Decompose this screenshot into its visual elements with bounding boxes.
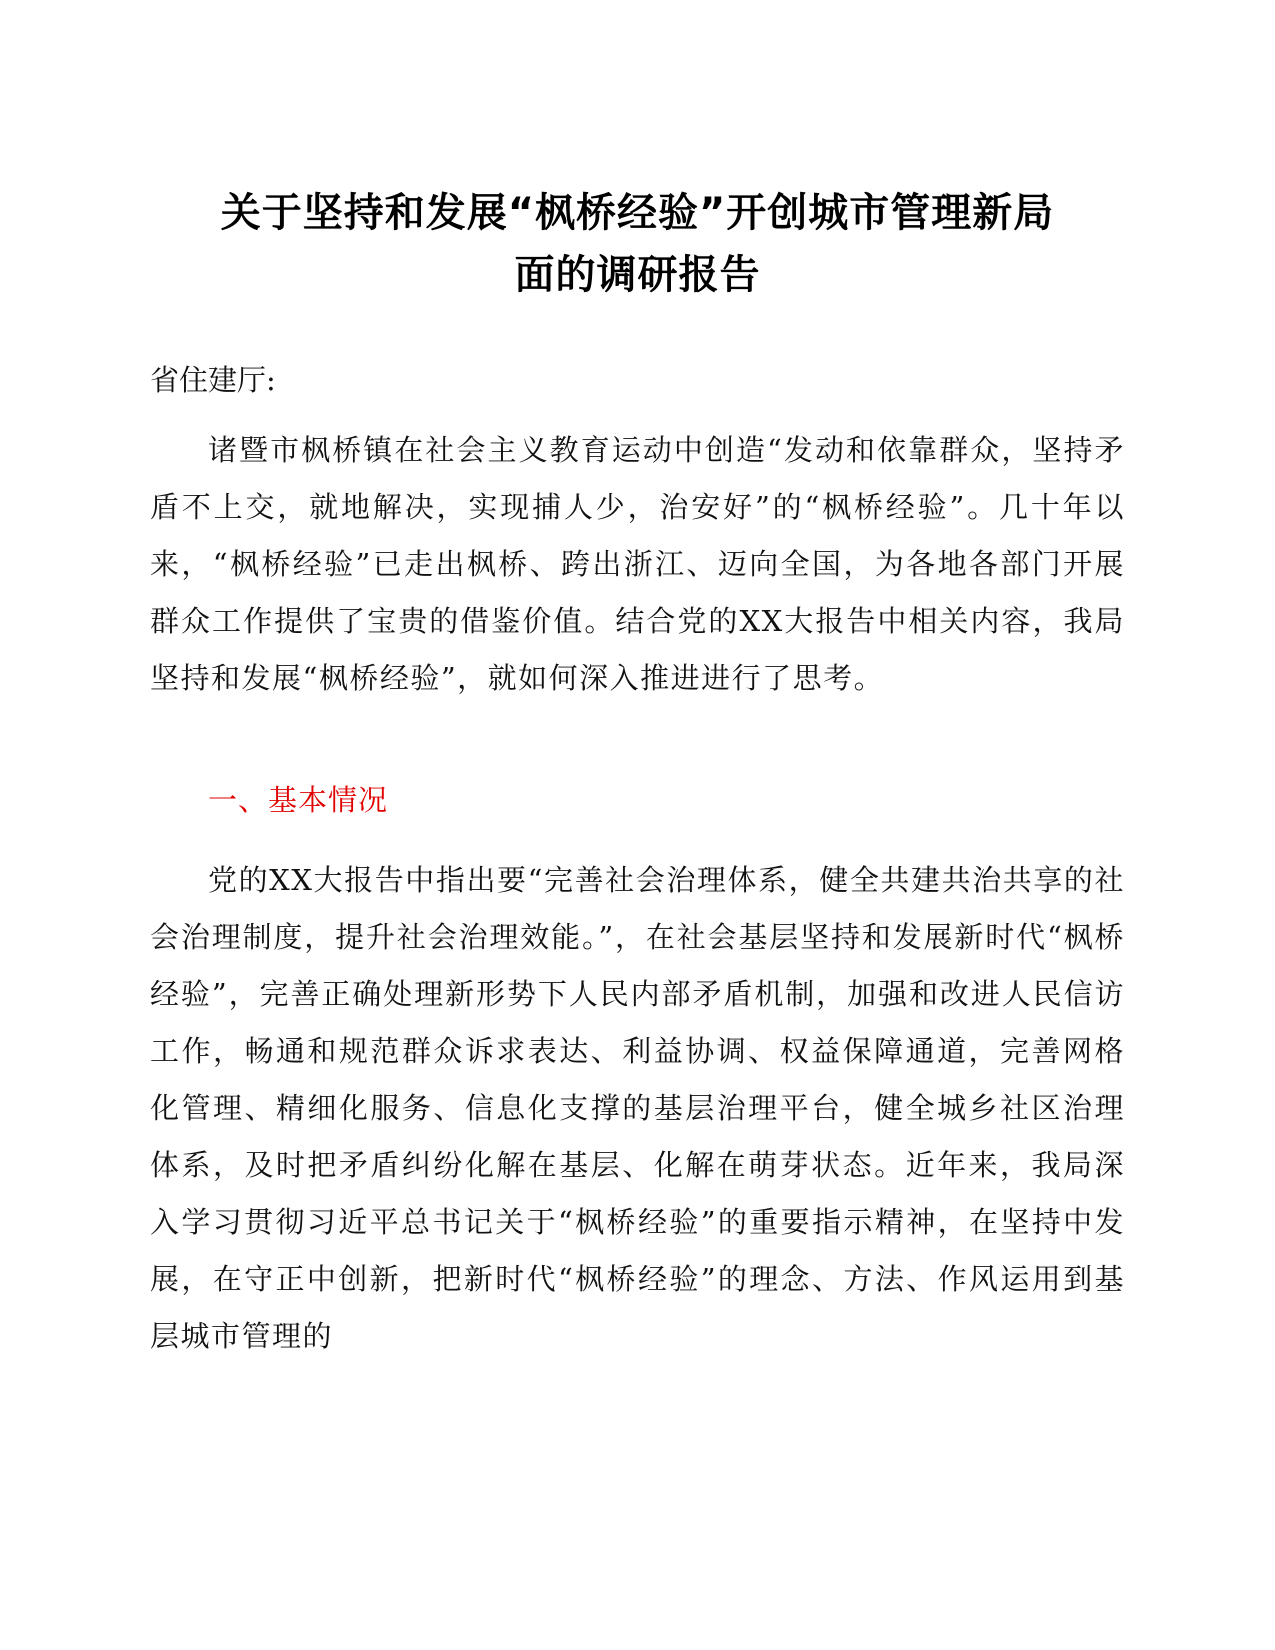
title-line-2: 面的调研报告 <box>514 252 761 298</box>
section-heading-basic-situation: 一、基本情况 <box>208 783 389 817</box>
document-title <box>150 182 1125 306</box>
paragraph-basic-situation: 党的XX大报告中指出要“完善社会治理体系，健全共建共治共享的社会治理制度，提升社会治理效能。”，在社会基层坚持和发展新时代“枫桥经验”，完善正确处理新形势下人民内部矛盾机制，加强和改进人民信访工作，畅通和规范群众诉求表达、利益协调、权益保障通道，完善网格化管理、精细化服务、信息化支撑的基层治理平台，健全城乡社区治理体系，及时把矛盾纠纷化解在基层、化解在萌芽状态。近年来，我局深入学习贯彻习近平总书记关于“枫桥经验”的重要指示精神，在坚持中发展，在守正中创新，把新时代“枫桥经验”的理念、方法、作风运用到基层城市管理的 <box>150 863 1125 1353</box>
salutation: 省住建厅: <box>150 363 276 397</box>
paragraph-intro: 诸暨市枫桥镇在社会主义教育运动中创造“发动和依靠群众，坚持矛盾不上交，就地解决，实现捕人少，治安好”的“枫桥经验”。几十年以来，“枫桥经验”已走出枫桥、跨出浙江、迈向全国，为各地各部门开展群众工作提供了宝贵的借鉴价值。结合党的XX大报告中相关内容，我局坚持和发展“枫桥经验”，就如何深入推进进行了思考。 <box>150 433 1125 695</box>
title-line-1: 关于坚持和发展“枫桥经验”开创城市管理新局 <box>220 190 1055 236</box>
